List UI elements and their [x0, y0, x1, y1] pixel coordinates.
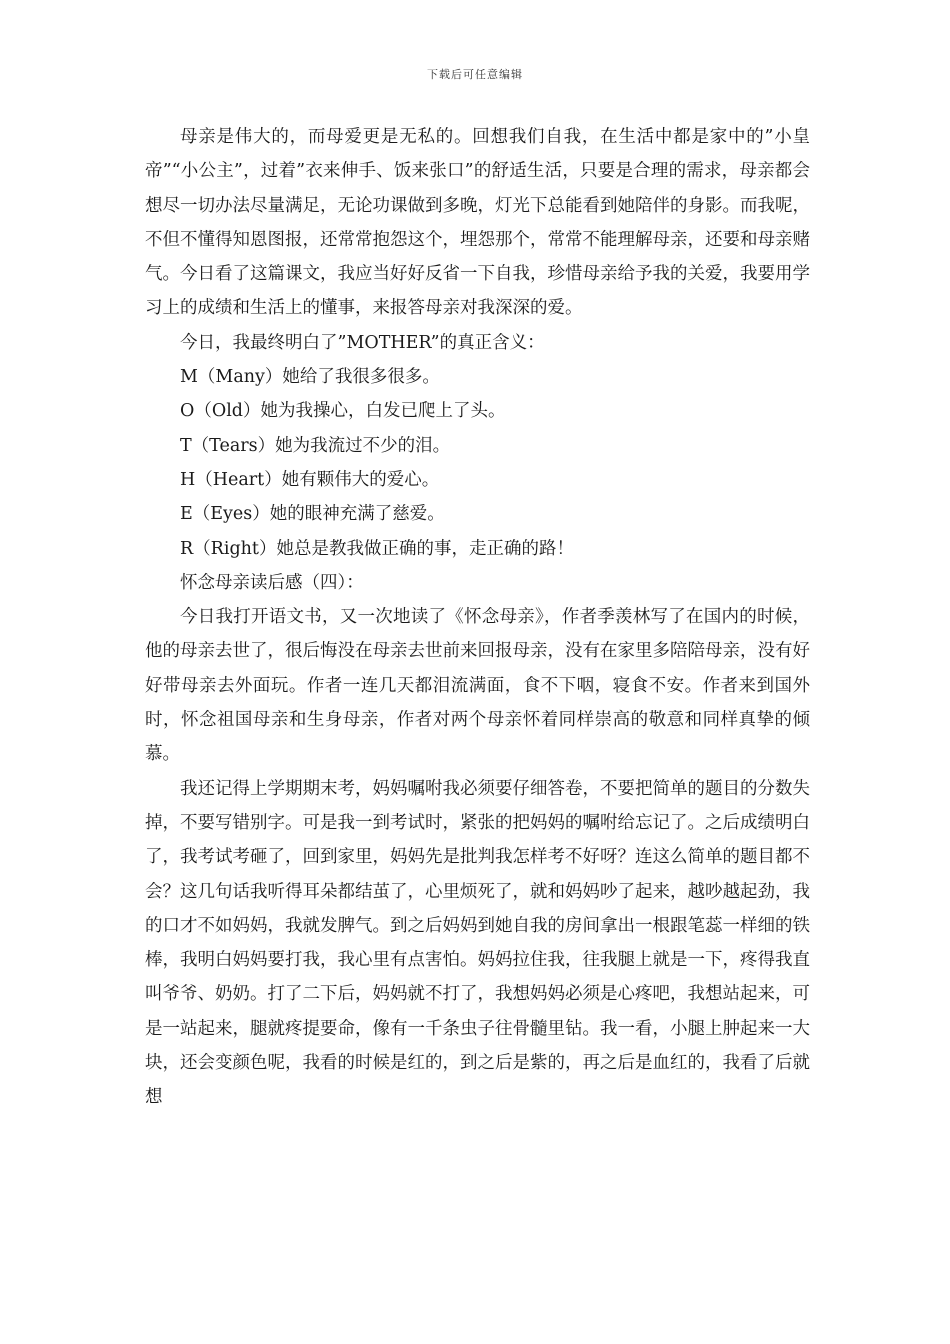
list-item-e: E（Eyes）她的眼神充满了慈爱。	[180, 504, 445, 525]
paragraph-mother-love: 母亲是伟大的，而母爱更是无私的。回想我们自我，在生活中都是家中的”小皇帝”“小公主”，过着”衣来伸手、饭来张口”的舒适生活，只要是合理的需求，母亲都会想尽一切办法尽量满足，无论功课做到多晚，灯光下总能看到她陪伴的身影。而我呢，不但不懂得知恩图报，还常常抱怨这个，埋怨那个，常常不能理解母亲，还要和母亲赌气。今日看了这篇课文，我应当好好反省一下自我，珍惜母亲给予我的关爱，我要用学习上的成绩和生活上的懂事，来报答母亲对我深深的爱。	[145, 127, 810, 319]
list-item-t: T（Tears）她为我流过不少的泪。	[180, 435, 451, 456]
paragraph-mother-meaning-intro: 今日，我最终明白了”MOTHER”的真正含义：	[180, 332, 545, 353]
section-heading-four: 怀念母亲读后感（四）：	[180, 572, 364, 593]
list-item-h: H（Heart）她有颗伟大的爱心。	[180, 469, 440, 490]
paragraph-exam-memory: 我还记得上学期期末考，妈妈嘱咐我必须要仔细答卷，不要把简单的题目的分数失掉，不要写错别字。可是我一到考试时，紧张的把妈妈的嘱咐给忘记了。之后成绩明白了，我考试考砸了，回到家里，妈妈先是批判我怎样考不好呀？连这么简单的题目都不会？这几句话我听得耳朵都结茧了，心里烦死了，就和妈妈吵了起来，越吵越起劲，我的口才不如妈妈，我就发脾气。到之后妈妈到她自我的房间拿出一根跟笔蕊一样细的铁棒，我明白妈妈要打我，我心里有点害怕。妈妈拉住我，往我腿上就是一下，疼得我直叫爷爷、奶奶。打了二下后，妈妈就不打了，我想妈妈必须是心疼吧，我想站起来，可是一站起来，腿就疼提要命，像有一千条虫子往骨髓里钻。我一看，小腿上肿起来一大块，还会变颜色呢，我看的时候是红的，到之后是紫的，再之后是血红的，我看了后就想	[145, 778, 810, 1108]
document-body	[145, 120, 810, 1115]
list-item-m: M（Many）她给了我很多很多。	[180, 367, 440, 388]
page-header: 下载后可任意编辑	[427, 68, 523, 81]
paragraph-reading-reflection: 今日我打开语文书，又一次地读了《怀念母亲》，作者季羡林写了在国内的时候，他的母亲去世了，很后悔没在母亲去世前来回报母亲，没有在家里多陪陪母亲，没有好好带母亲去外面玩。作者一连几天都泪流满面，食不下咽，寝食不安。作者来到国外时，怀念祖国母亲和生身母亲，作者对两个母亲怀着同样崇高的敬意和同样真挚的倾慕。	[145, 607, 810, 765]
list-item-r: R（Right）她总是教我做正确的事，走正确的路！	[180, 538, 574, 559]
list-item-o: O（Old）她为我操心，白发已爬上了头。	[180, 401, 506, 422]
